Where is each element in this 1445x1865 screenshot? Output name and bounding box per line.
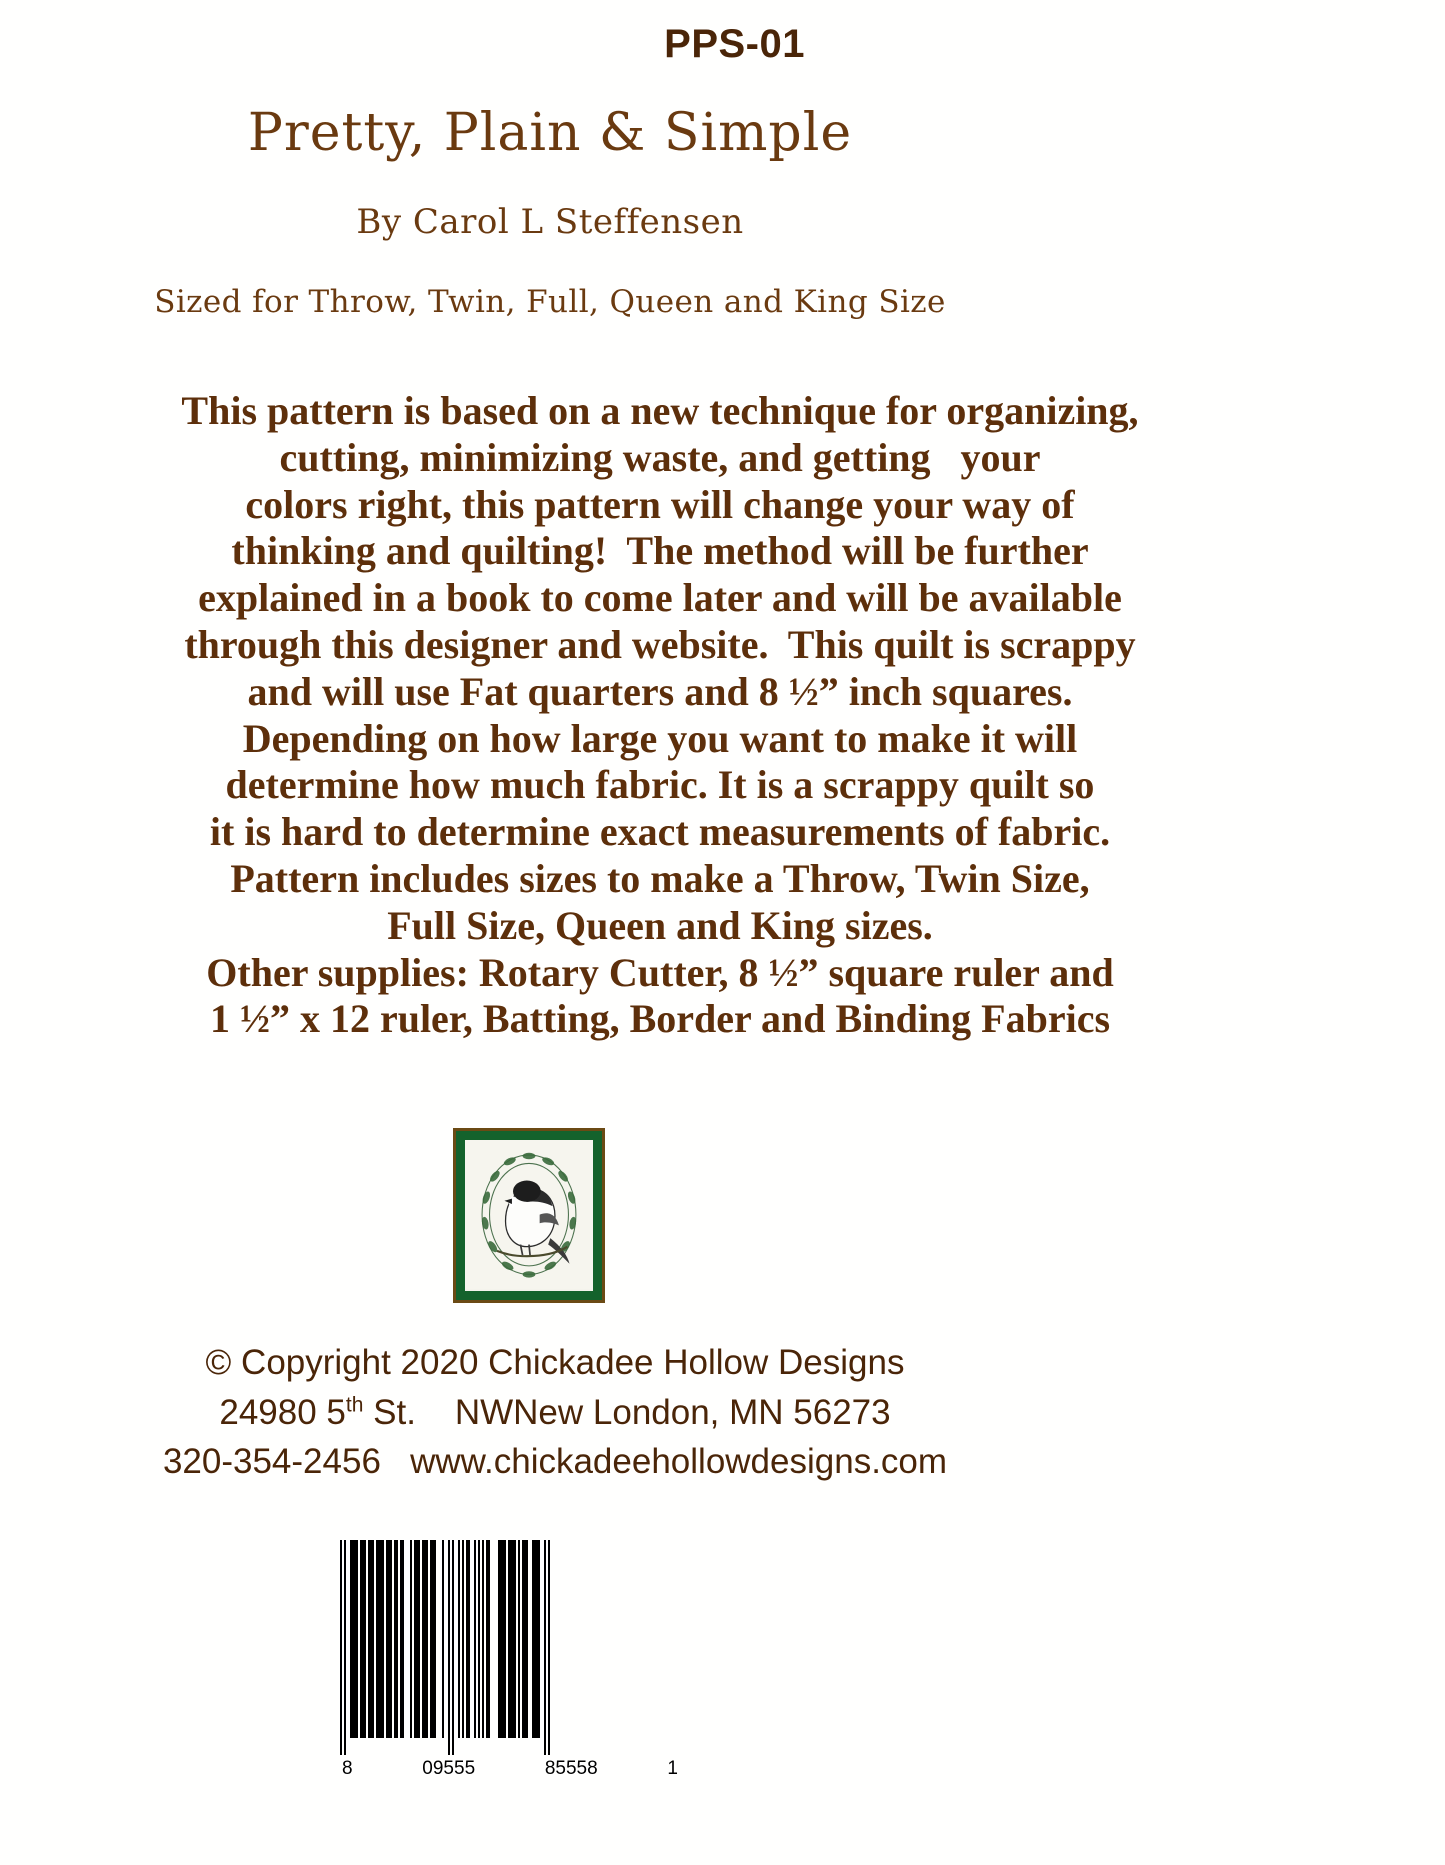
- sku-code: PPS-01: [664, 22, 805, 66]
- barcode-bar: [532, 1540, 540, 1738]
- barcode-group-two: 85558: [544, 1758, 598, 1779]
- barcode-digits: [340, 1758, 680, 1780]
- barcode-space: [490, 1540, 498, 1755]
- phone-website-line: [0, 1437, 1110, 1487]
- copyright-line: © Copyright 2020 Chickadee Hollow Designs: [205, 1343, 905, 1382]
- barcode-bar: [376, 1540, 384, 1738]
- brand-logo: [453, 1128, 605, 1303]
- logo-inner-frame: [456, 1131, 602, 1300]
- barcode-bar: [548, 1540, 550, 1755]
- description-line: through this designer and website. This quilt is scrappy: [184, 621, 1136, 667]
- description-line: cutting, minimizing waste, and getting your: [279, 434, 1041, 480]
- author-line: By Carol L Steffensen: [356, 202, 744, 243]
- logo-outer-frame: [453, 1128, 605, 1303]
- address-suffix: St. NWNew London, MN 56273: [363, 1392, 891, 1432]
- barcode-group-one: 09555: [422, 1758, 476, 1779]
- website-url[interactable]: www.chickadeehollowdesigns.com: [410, 1442, 948, 1482]
- address-ordinal: th: [345, 1393, 364, 1417]
- address-prefix: 24980 5: [219, 1392, 346, 1432]
- description-line: Depending on how large you want to make it will: [242, 715, 1078, 761]
- description-paragraph: [0, 388, 1320, 1043]
- barcode-bar: [498, 1540, 506, 1738]
- description-line: determine how much fabric. It is a scrappy quilt so: [225, 762, 1095, 808]
- barcode-left-digit: 8: [342, 1758, 353, 1779]
- address-line: [0, 1388, 1110, 1438]
- description-line: explained in a book to come later and will be available: [198, 575, 1122, 621]
- description-line: and will use Fat quarters and 8 ½” inch squares.: [247, 668, 1073, 714]
- barcode-right-digit: 1: [667, 1758, 678, 1779]
- description-line: Full Size, Queen and King sizes.: [387, 902, 933, 948]
- sizes-line: Sized for Throw, Twin, Full, Queen and King Size: [154, 284, 946, 321]
- barcode-bar: [350, 1540, 358, 1738]
- phone-number: 320-354-2456: [162, 1442, 381, 1482]
- barcode-bar: [508, 1540, 516, 1738]
- barcode: [340, 1540, 680, 1780]
- page-title: Pretty, Plain & Simple: [247, 103, 853, 163]
- title-block: [0, 105, 1100, 320]
- chickadee-icon: [465, 1140, 593, 1289]
- description-line: This pattern is based on a new technique for organizing,: [181, 388, 1139, 433]
- description-line: colors right, this pattern will change your way of: [245, 481, 1075, 527]
- description-line: Other supplies: Rotary Cutter, 8 ½” square ruler and: [206, 949, 1114, 995]
- description-line: 1 ½” x 12 ruler, Batting, Border and Binding Fabrics: [209, 996, 1111, 1042]
- description-line: it is hard to determine exact measurements of fabric.: [209, 809, 1111, 855]
- barcode-bars: [340, 1540, 680, 1755]
- description-line: thinking and quilting! The method will be further: [231, 528, 1089, 574]
- footer-contact: [0, 1338, 1110, 1487]
- description-line: Pattern includes sizes to make a Throw, Twin Size,: [230, 855, 1090, 901]
